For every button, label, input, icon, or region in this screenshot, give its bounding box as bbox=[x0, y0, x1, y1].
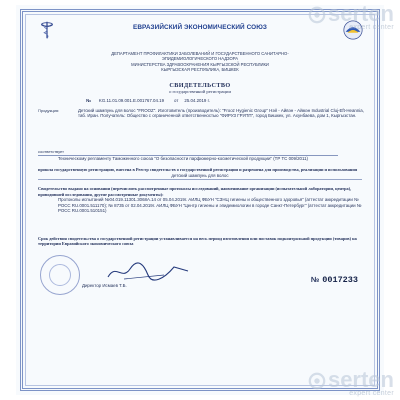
official-seal bbox=[40, 255, 80, 295]
watermark-tagline: expert center bbox=[349, 24, 394, 31]
official-seal-inner bbox=[49, 264, 71, 286]
product-text: Детский шампунь для волос "FROOZ". Изготовитель (производитель): "Frooz Hygienic Group" Нэй - Айвэн - Аймэн Industrial Cluj-Eft-Heannia, таб. Иран. Получатель: Общество с ограниченной ответственностью "ФИРУЗ ГРУПП", город Бишкек, ул. Ахунбаева, дом 1, Кыргызстан. bbox=[78, 107, 364, 119]
certificate-date: 25.04.2019 г. bbox=[184, 97, 210, 103]
product-label: Продукция: bbox=[38, 107, 60, 113]
watermark-top bbox=[308, 1, 394, 31]
department-line: МИНИСТЕРСТВА ЗДРАВООХРАНЕНИЯ КЫРГЫЗСКОЙ РЕСПУБЛИКИ bbox=[131, 61, 269, 67]
watermark-brand-text: serten bbox=[327, 367, 394, 392]
date-label: от bbox=[174, 97, 179, 103]
signature-row bbox=[34, 255, 366, 295]
union-title: ЕВРАЗИЙСКИЙ ЭКОНОМИЧЕСКИЙ СОЮЗ bbox=[132, 24, 268, 31]
basis-text: Протоколы испытаний №04.019.11301.3068A.14 от 05.04.2019г. АИЛЦ ФБУН "СЗНЦ гигиены и общественного здоровья" (аттестат аккредитации № РОСС RU.0001.511170); № 8735 от 02.04.2019г. АИЛЦ ФБУН "Центр гигиены и эпидемиологии в городе Санкт-Петербург" (аттестат аккредитации № РОСС RU.0001.510151) bbox=[58, 197, 362, 214]
watermark-brand bbox=[308, 367, 394, 392]
validity-paragraph: Срок действия свидетельства о государственной регистрации устанавливается на весь период изготовления или поставок подконтрольной продукции (товаров) на территории Евразийского экономического союза bbox=[38, 236, 357, 247]
registration-paragraph: прошла государственную регистрацию, внесена в Реестр свидетельств о государственной регистрации и разрешена для производства, реализации и использования bbox=[38, 167, 358, 173]
department-block bbox=[34, 51, 366, 73]
serial-number bbox=[311, 275, 358, 285]
department-line: КЫРГЫЗСКАЯ РЕСПУБЛИКА, БИШКЕК bbox=[161, 67, 239, 73]
watermark-brand-text: serten bbox=[327, 1, 394, 26]
product-block bbox=[34, 108, 366, 119]
department-line: ДЕПАРТАМЕНТ ПРОФИЛАКТИКИ ЗАБОЛЕВАНИЙ И ГОСУДАРСТВЕННОГО САНИТАРНО- bbox=[111, 51, 289, 56]
number-label: № bbox=[86, 97, 91, 103]
certificate-content bbox=[34, 19, 366, 384]
medical-emblem-icon bbox=[36, 19, 58, 41]
certificate-subtitle: о государственной регистрации bbox=[169, 88, 231, 94]
serial-label: № bbox=[310, 274, 320, 284]
department-line: ЭПИДЕМИОЛОГИЧЕСКОГО НАДЗОРА bbox=[161, 56, 239, 62]
compliance-text: Техническому регламенту Таможенного союза "О безопасности парфюмерно-косметической продукции" (ТР ТС 009/2011) bbox=[58, 155, 309, 161]
serial-value: 0017233 bbox=[322, 274, 358, 285]
usage-underline bbox=[38, 179, 362, 180]
basis-paragraph: Свидетельство выдано на основании (перечислить рассмотренные протоколы исследований, наименование организации (испытательной лаборатории, центра), проводившей исследования, другие рассмотренные документы): bbox=[38, 186, 352, 197]
usage-text: детский шампунь для волос bbox=[171, 172, 229, 178]
watermark-brand bbox=[308, 1, 394, 26]
director-name: Директор Исмаев Т.Б. bbox=[82, 282, 127, 288]
watermark-bottom bbox=[308, 367, 394, 397]
certificate-number: KG.11.01.09.001.E.001767.04.19 bbox=[98, 97, 165, 103]
certificate-number-row bbox=[34, 98, 366, 103]
compliance-label: соответствует bbox=[38, 148, 64, 154]
serten-logo-icon bbox=[308, 6, 326, 24]
signature-icon bbox=[104, 261, 194, 283]
watermark-tagline: expert center bbox=[349, 390, 394, 397]
certificate-title: СВИДЕТЕЛЬСТВО bbox=[169, 81, 231, 89]
serten-logo-icon bbox=[308, 372, 326, 390]
certificate-page bbox=[16, 5, 384, 395]
